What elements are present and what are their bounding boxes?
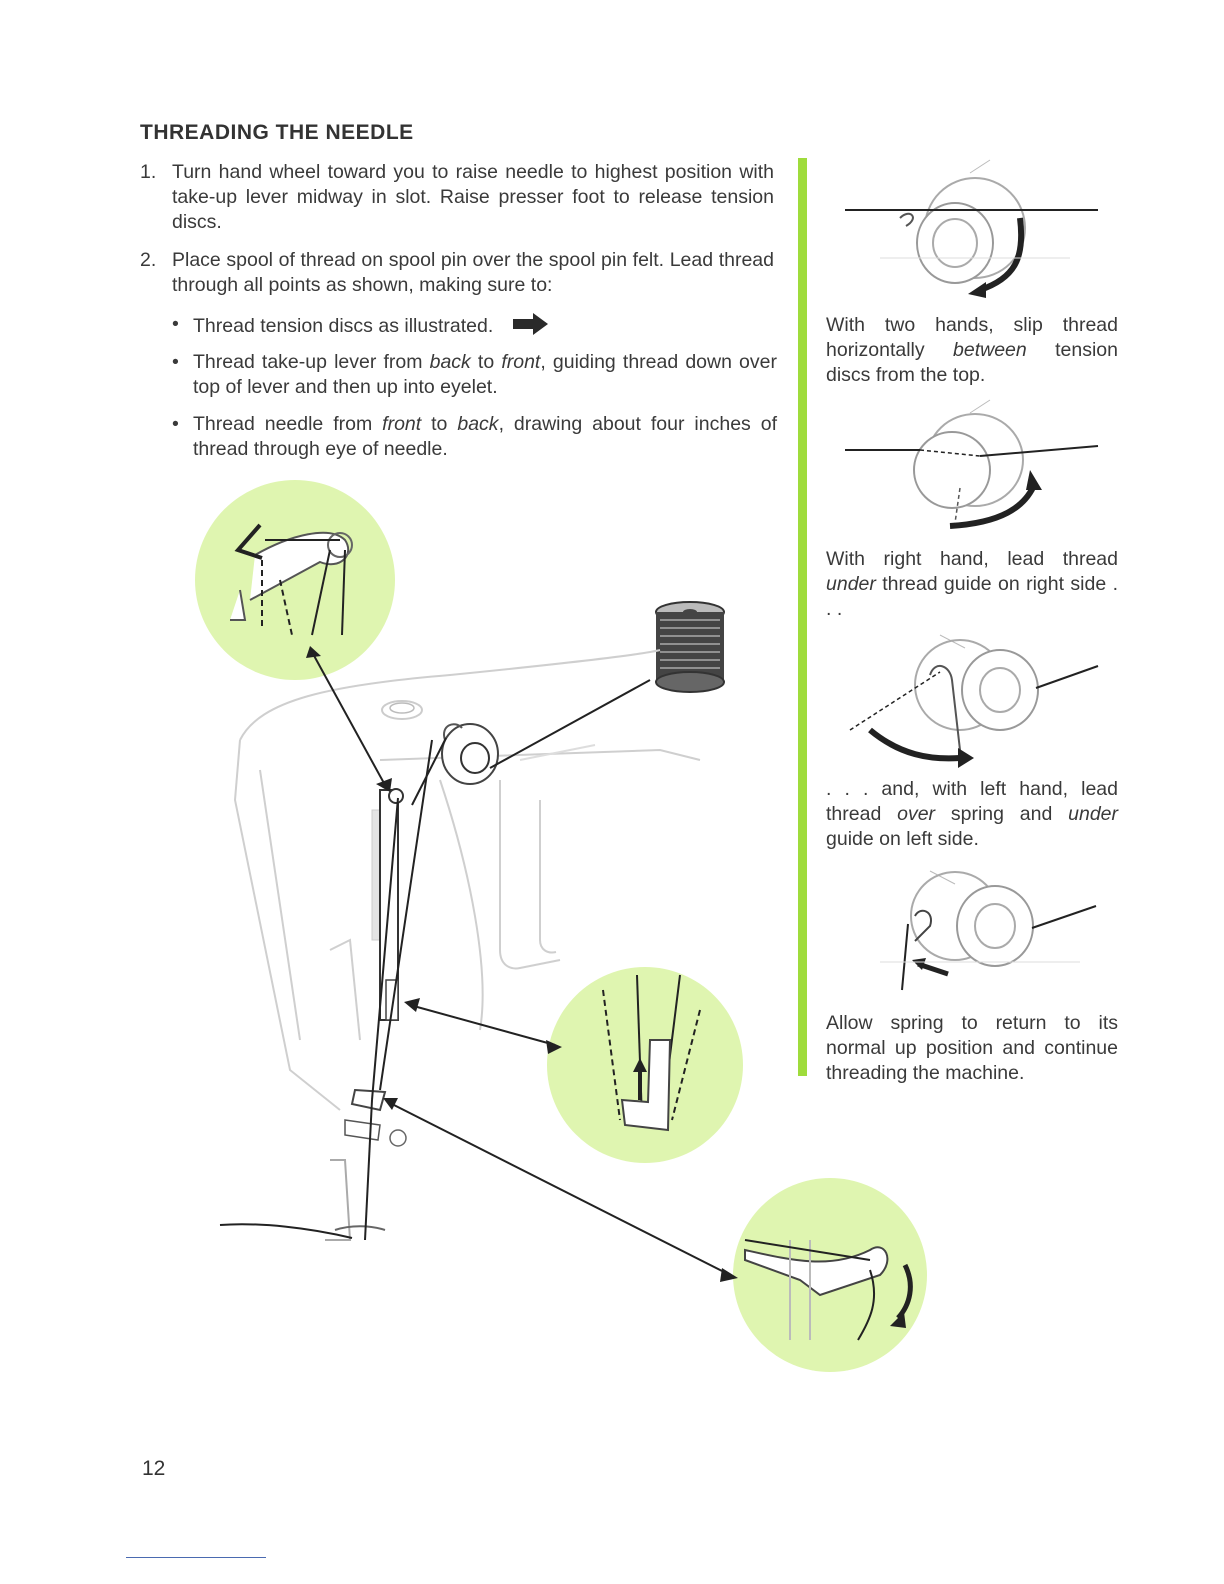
detail-circle-needle-clamp xyxy=(547,967,743,1163)
right-arrow-icon xyxy=(513,312,549,336)
step-number: 2. xyxy=(140,249,157,271)
tension-disc-illustration-1 xyxy=(840,158,1110,308)
footer-rule xyxy=(126,1557,266,1558)
caption-1: With two hands, slip thread horizontally between tension discs from the top. xyxy=(826,314,1118,386)
bullet-dot: • xyxy=(172,413,179,435)
manual-page: THREADING THE NEEDLE 1. Turn hand wheel toward you to raise needle to highest position with take-up lever midway in slot. Raise presser foot to release tension discs. 2. Place spool of thread on spool pin over the spool pin felt. Lead thread through all points as shown, making sure to: • Thread tension discs as illustrated. • Thread take-up lever from back to front, guiding thread down over top of lever and then up into eyelet. • Thread needle from front to back, drawing about four inches of thread through eye of needle. With two hands, slip thread horizontally between tension discs from the top. With right hand, lead thread under thread guide on right side . . . . . . and, with left hand, lead thread over spring and under guide on left side. Allow spring to return to its normal up position and continue threading the machine. 12 xyxy=(0,0,1224,1584)
page-title: THREADING THE NEEDLE xyxy=(140,121,414,144)
step-text: Turn hand wheel toward you to raise needle to highest position with take-up lever midway in slot. Raise presser foot to release tension discs. xyxy=(172,161,774,233)
step-number: 1. xyxy=(140,161,157,183)
page-number: 12 xyxy=(142,1457,166,1480)
caption-4: Allow spring to return to its normal up position and continue threading the machine. xyxy=(826,1012,1118,1084)
spool-of-thread xyxy=(656,602,724,692)
caption-2: With right hand, lead thread under thread guide on right side . . . xyxy=(826,548,1118,620)
detail-circle-thread-guide xyxy=(195,480,395,680)
machine-threading-diagram xyxy=(0,470,1000,1390)
bullet-dot: • xyxy=(172,313,179,335)
step-text: Place spool of thread on spool pin over the spool pin felt. Lead thread through all points as shown, making sure to: xyxy=(172,249,774,296)
bullet-dot: • xyxy=(172,351,179,373)
caption-3: . . . and, with left hand, lead thread over spring and under guide on left side. xyxy=(826,778,1118,850)
thread-path xyxy=(220,680,650,1240)
bullet-text: Thread tension discs as illustrated. xyxy=(193,315,494,337)
